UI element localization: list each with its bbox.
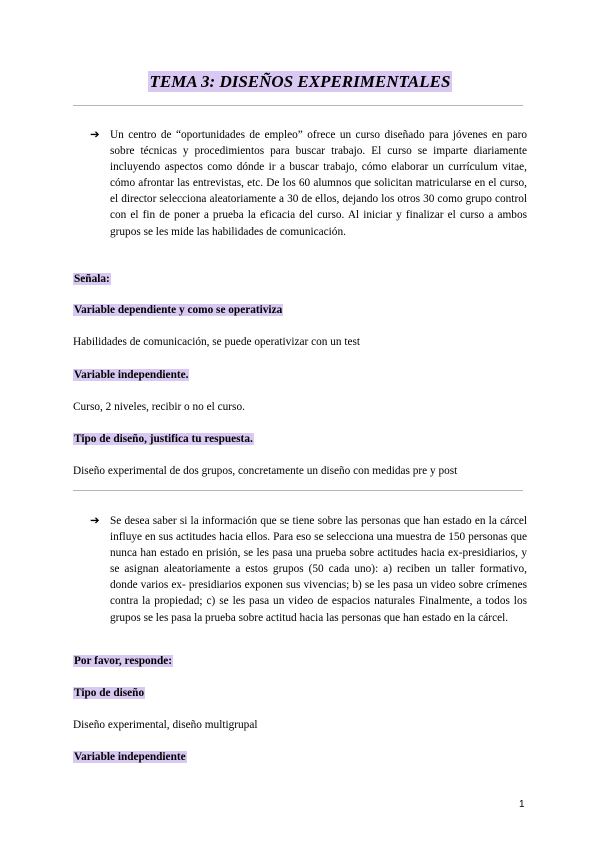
case-1-question-3: Tipo de diseño, justifica tu respuesta. [74, 433, 253, 445]
page-number: 1 [519, 799, 525, 810]
case-2-question-1: Tipo de diseño [74, 687, 145, 699]
case-1-paragraph [90, 127, 527, 240]
case-2-prompt: Por favor, responde: [74, 655, 173, 667]
case-2-question-2: Variable independiente [74, 751, 186, 763]
case-1-answer-1: Habilidades de comunicación, se puede operativizar con un test [73, 336, 361, 348]
case-2-answer-1: Diseño experimental, diseño multigrupal [73, 719, 258, 731]
case-2-text: Se desea saber si la información que se tiene sobre las personas que han estado en la cárcel influye en sus actitudes hacia ellos. Para eso se selecciona una muestra de 150 personas que nunca han estado en prisión, se les pasa una prueba sobre actitudes hacia ex-presidiarios, y se asignan aleatoriamente a estos grupos (50 cada uno): a) reciben un taller formativo, donde varios ex- presidiarios exponen sus vivencias; b) se les pasa un video sobre crímenes contra la propiedad; c) se les pasa un video de espacios naturales Finalmente, a todos los grupos se les pasa la prueba sobre actitud hacia las personas que han estado en la cárcel. [110, 515, 527, 624]
case-1-answer-2: Curso, 2 niveles, recibir o no el curso. [73, 401, 245, 413]
case-1-prompt: Señala: [74, 273, 110, 285]
page-title: TEMA 3: DISEÑOS EXPERIMENTALES [149, 72, 451, 91]
case-1-question-1: Variable dependiente y como se operativiza [74, 304, 283, 316]
arrow-bullet-icon: ➔ [90, 129, 100, 141]
case-1-text: Un centro de “oportunidades de empleo” ofrece un curso diseñado para jóvenes en paro sobre técnicas y procedimientos para buscar trabajo. El curso se imparte diariamente incluyendo aspectos como dónde ir a buscar trabajo, cómo elaborar un currículum vitae, cómo afrontar las entrevistas, etc. De los 60 alumnos que solicitan matricularse en el curso, el director selecciona aleatoriamente a 30 de ellos, dejando los otros 30 como grupo control con el fin de poner a prueba la eficacia del curso. Al iniciar y finalizar el curso a ambos grupos se les mide las habilidades de comunicación. [110, 129, 527, 238]
case-2-paragraph [90, 513, 527, 626]
divider-middle [73, 490, 523, 491]
arrow-bullet-icon: ➔ [90, 515, 100, 527]
case-1-question-2: Variable independiente. [74, 369, 189, 381]
divider-top [73, 105, 523, 106]
case-1-answer-3: Diseño experimental de dos grupos, concretamente un diseño con medidas pre y post [73, 465, 458, 477]
